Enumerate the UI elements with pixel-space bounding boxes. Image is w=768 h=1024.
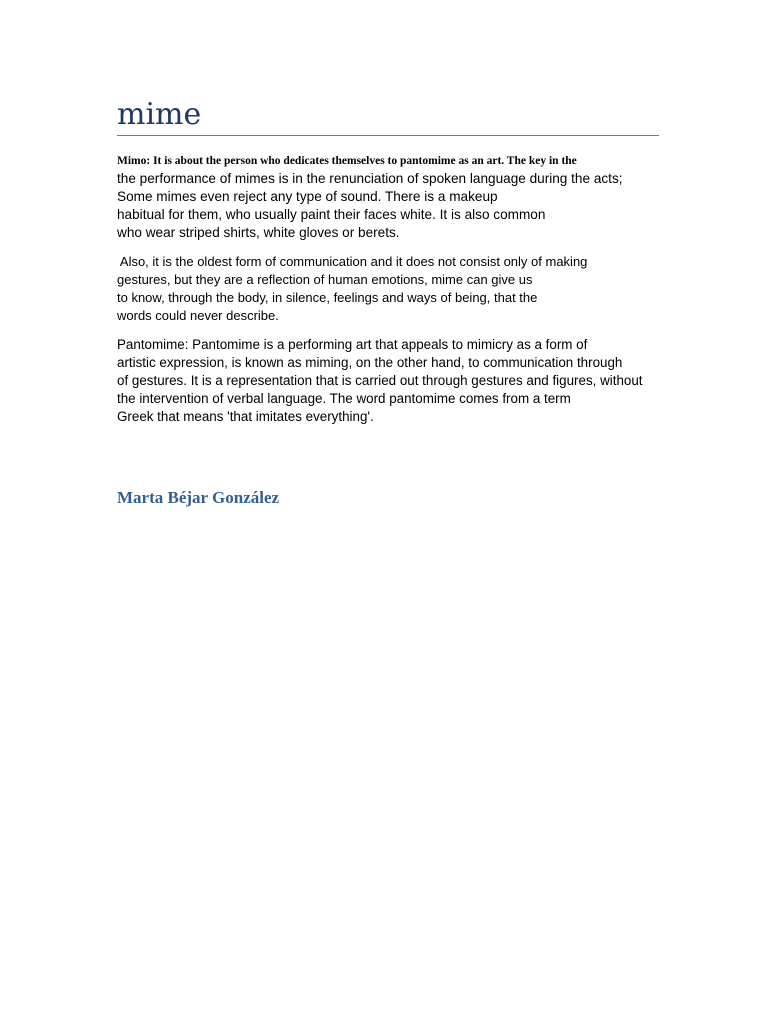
paragraph-mimo <box>117 152 623 242</box>
title-underline-divider <box>117 135 659 136</box>
paragraph-line: the intervention of verbal language. The word pantomime comes from a term <box>117 391 571 406</box>
paragraph-line: gestures, but they are a reflection of human emotions, mime can give us <box>117 272 533 287</box>
paragraph-line: Also, it is the oldest form of communication and it does not consist only of making <box>117 254 588 269</box>
paragraph-line: who wear striped shirts, white gloves or berets. <box>117 225 400 240</box>
paragraph-line: habitual for them, who usually paint their faces white. It is also common <box>117 207 546 222</box>
paragraph-line: of gestures. It is a representation that is carried out through gestures and figures, without <box>117 373 643 388</box>
paragraph-line: Mimo: It is about the person who dedicates themselves to pantomime as an art. The key in the <box>117 155 577 167</box>
paragraph-line: to know, through the body, in silence, feelings and ways of being, that the <box>117 290 538 305</box>
paragraph-line: artistic expression, is known as miming, on the other hand, to communication through <box>117 355 623 370</box>
paragraph-oldest-form <box>117 253 587 325</box>
paragraph-line: words could never describe. <box>117 308 279 323</box>
page-title: mime <box>117 97 202 132</box>
paragraph-line: Pantomime: Pantomime is a performing art that appeals to mimicry as a form of <box>117 337 588 352</box>
paragraph-pantomime <box>117 336 643 426</box>
paragraph-line: Greek that means 'that imitates everything'. <box>117 409 374 424</box>
paragraph-line: the performance of mimes is in the renunciation of spoken language during the acts; <box>117 171 623 186</box>
paragraph-line: Some mimes even reject any type of sound. There is a makeup <box>117 189 498 204</box>
author-name: Marta Béjar González <box>117 488 280 507</box>
